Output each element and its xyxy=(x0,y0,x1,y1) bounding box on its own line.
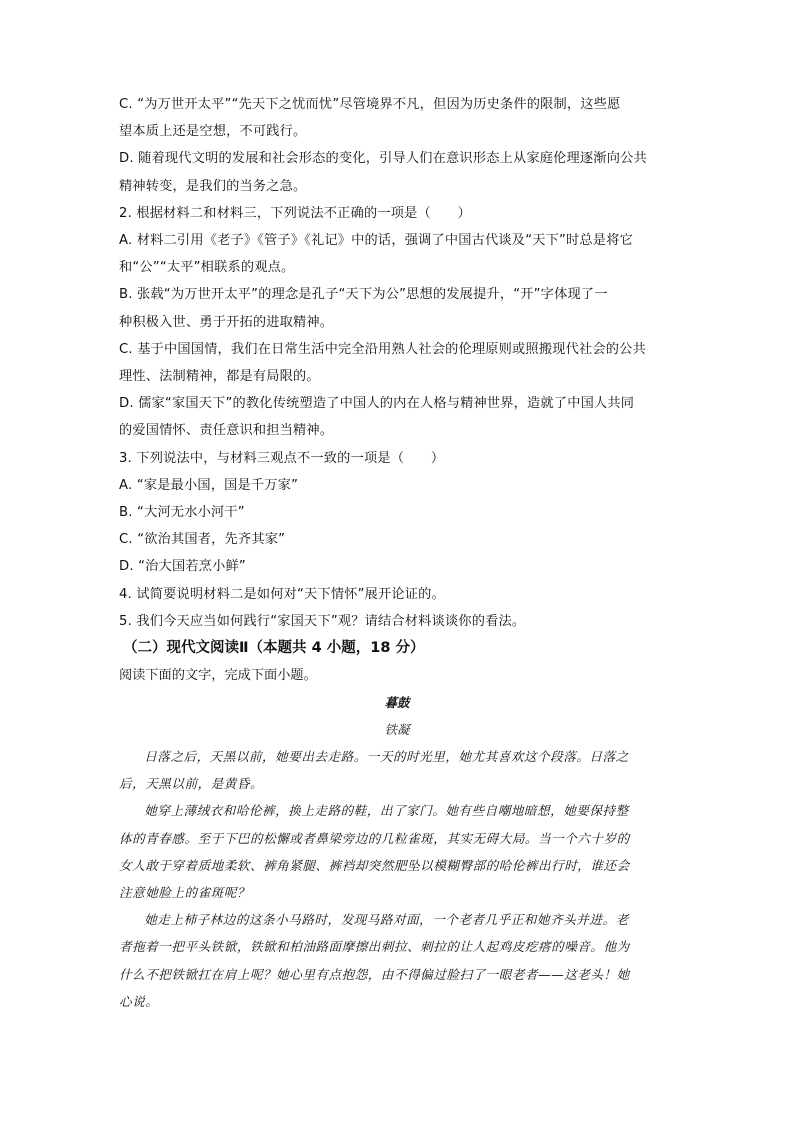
text-line: 种积极入世、勇于开拓的进取精神。 xyxy=(119,314,334,330)
question-2: 2. 根据材料二和材料三，下列说法不正确的一项是（ ） xyxy=(119,205,472,221)
text-line: 精神转变，是我们的当务之急。 xyxy=(119,178,307,194)
story-paragraph xyxy=(119,906,675,1015)
option-b: B. “大河无水小河干” xyxy=(119,505,245,521)
story-line: 女人敢于穿着质地柔软、裤角紧腿、裤裆却突然肥坠以模糊臀部的哈伦裤出行时，谁还会 xyxy=(119,857,630,873)
story-line: 注意她脸上的雀斑呢？ xyxy=(119,885,250,901)
instruction: 阅读下面的文字，完成下面小题。 xyxy=(119,668,317,684)
question-3: 3. 下列说法中，与材料三观点不一致的一项是（ ） xyxy=(119,450,445,466)
story-line: 体的青春感。至于下巴的松懈或者鼻梁旁边的几粒雀斑，其实无碍大局。当一个六十岁的 xyxy=(119,830,630,846)
text-line: C. “为万世开太平”“先天下之忧而忧”尽管境界不凡，但因为历史条件的限制，这些愿 xyxy=(119,97,621,112)
text-line: B. 张载“为万世开太平”的理念是孔子“天下为公”思想的发展提升，“开”字体现了一 xyxy=(119,287,608,303)
story-paragraph xyxy=(119,743,675,797)
story-line: 什么不把铁锨扛在肩上呢？她心里有点抱怨，由不得偏过脸扫了一眼老者——这老头！她 xyxy=(119,966,630,982)
story-line: 日落之后，天黑以前，她要出去走路。一天的时光里，她尤其喜欢这个段落。日落之 xyxy=(144,749,629,765)
story-line: 后，天黑以前，是黄昏。 xyxy=(119,776,264,792)
story-line: 心说。 xyxy=(119,993,159,1009)
text-line: D. 儒家“家国天下”的教化传统塑造了中国人的内在人格与精神世界，造就了中国人共同 xyxy=(119,396,635,412)
text-line: 理性、法制精神，都是有局限的。 xyxy=(119,369,320,385)
question-4: 4. 试简要说明材料二是如何对“天下情怀”展开论证的。 xyxy=(119,586,445,602)
option-d: D. “治大国若烹小鲜” xyxy=(119,559,246,575)
text-line: 和“公”“太平”相联系的观点。 xyxy=(119,260,295,276)
section-heading: （二）现代文阅读Ⅱ（本题共 4 小题，18 分） xyxy=(123,640,425,657)
option-c: C. “欲治其国者，先齐其家” xyxy=(119,532,286,548)
text-line: C. 基于中国国情，我们在日常生活中完全沿用熟人社会的伦理原则或照搬现代社会的公共 xyxy=(119,341,646,357)
story-body xyxy=(119,743,675,1015)
text-line: 的爱国情怀、责任意识和担当精神。 xyxy=(119,423,334,439)
story-title: 暮鼓 xyxy=(384,695,410,711)
question-5: 5. 我们今天应当如何践行“家国天下”观？请结合材料谈谈你的看法。 xyxy=(119,613,526,629)
text-line: 望本质上还是空想，不可践行。 xyxy=(119,124,307,140)
story-line: 她穿上薄绒衣和哈伦裤，换上走路的鞋，出了家门。她有些自嘲地暗想，她要保持整 xyxy=(144,803,629,819)
story-paragraph xyxy=(119,797,675,906)
question-block xyxy=(119,91,675,1015)
story-line: 她走上柿子林边的这条小马路时，发现马路对面，一个老者几乎正和她齐头并进。老 xyxy=(144,912,629,928)
text-line: D. 随着现代文明的发展和社会形态的变化，引导人们在意识形态上从家庭伦理逐渐向公共 xyxy=(119,151,647,167)
story-line: 者拖着一把平头铁锨，铁锨和柏油路面摩擦出刺拉、刺拉的让人起鸡皮疙瘩的噪音。他为 xyxy=(119,939,630,955)
text-line: A. 材料二引用《老子》《管子》《礼记》中的话，强调了中国古代谈及“天下”时总是将它 xyxy=(119,233,633,249)
story-author: 铁凝 xyxy=(384,722,410,738)
option-a: A. “家是最小国，国是千万家” xyxy=(119,477,299,493)
